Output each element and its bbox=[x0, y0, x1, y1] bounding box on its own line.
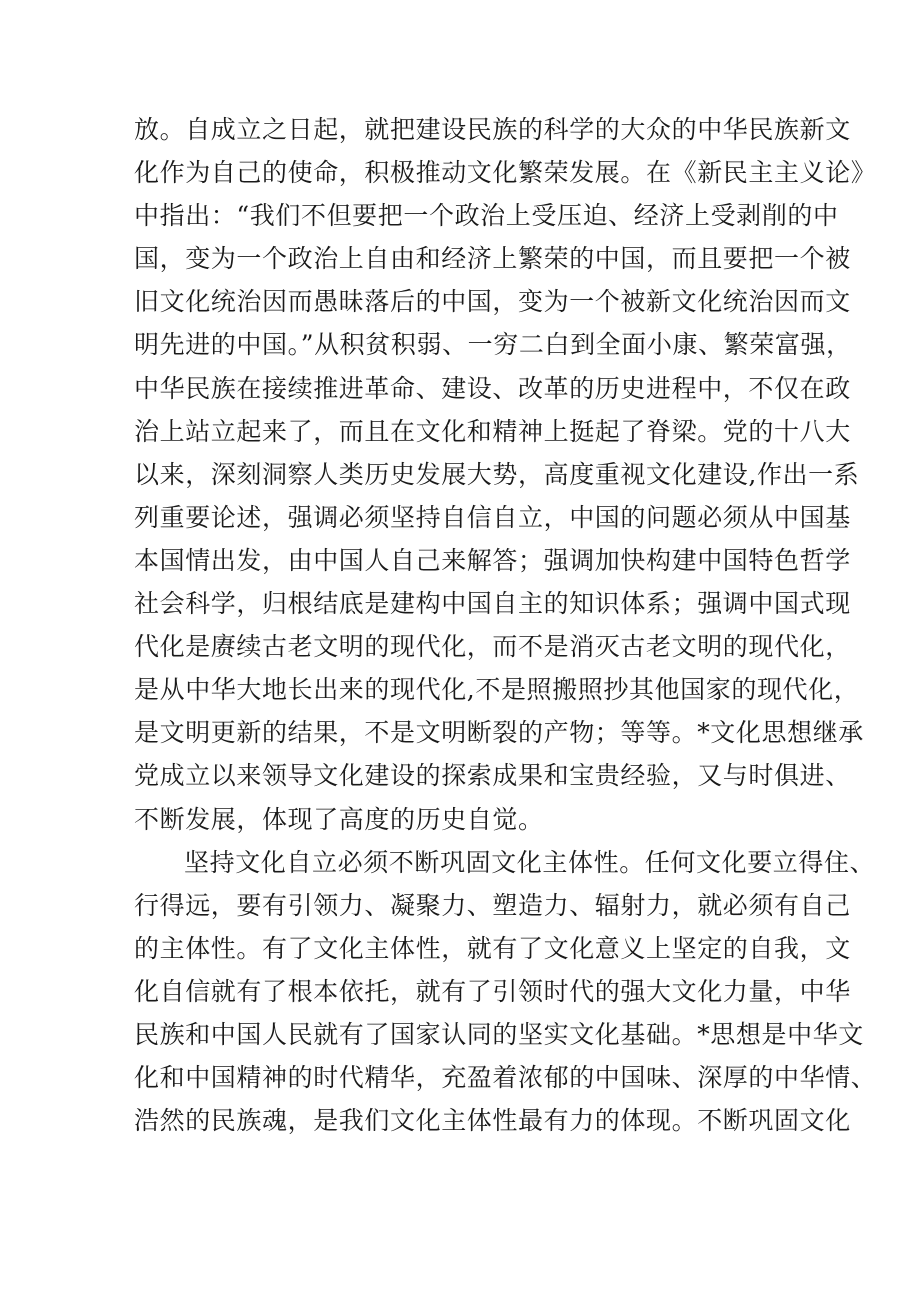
text-line: 坚持文化自立必须不断巩固文化主体性。任何文化要立得住、 bbox=[184, 847, 876, 877]
text-line: 旧文化统治因而愚昧落后的中国，变为一个被新文化统治因而文 bbox=[134, 287, 851, 317]
paragraph-2 bbox=[134, 841, 877, 1143]
text-line: 浩然的民族魂，是我们文化主体性最有力的体现。不断巩固文化 bbox=[134, 1106, 851, 1136]
text-line: 是从中华大地长出来的现代化,不是照搬照抄其他国家的现代化， bbox=[134, 675, 860, 705]
text-line: 中指出：“我们不但要把一个政治上受压迫、经济上受剥削的中 bbox=[134, 201, 839, 231]
text-line: 化自信就有了根本依托，就有了引领时代的强大文化力量，中华 bbox=[134, 976, 851, 1006]
text-line: 以来，深刻洞察人类历史发展大势，高度重视文化建设,作出一系 bbox=[134, 459, 860, 489]
text-line: 列重要论述，强调必须坚持自信自立，中国的问题必须从中国基 bbox=[134, 502, 851, 532]
text-line: 化作为自己的使命，积极推动文化繁荣发展。在《新民主主义论》 bbox=[134, 158, 877, 188]
text-line: 化和中国精神的时代精华，充盈着浓郁的中国味、深厚的中华情、 bbox=[134, 1063, 877, 1093]
text-line: 不断发展，体现了高度的历史自觉。 bbox=[134, 804, 544, 834]
text-line: 党成立以来领导文化建设的探索成果和宝贵经验，又与时俱进、 bbox=[134, 761, 851, 791]
text-line: 民族和中国人民就有了国家认同的坚实文化基础。*思想是中华文 bbox=[134, 1019, 864, 1049]
text-line: 的主体性。有了文化主体性，就有了文化意义上坚定的自我，文 bbox=[134, 933, 851, 963]
paragraph-1 bbox=[134, 108, 877, 841]
text-line: 国，变为一个政治上自由和经济上繁荣的中国，而且要把一个被 bbox=[134, 244, 851, 274]
text-line: 明先进的中国。”从积贫积弱、一穷二白到全面小康、繁荣富强， bbox=[134, 330, 852, 360]
text-line: 本国情出发，由中国人自己来解答；强调加快构建中国特色哲学 bbox=[134, 545, 851, 575]
text-line: 放。自成立之日起，就把建设民族的科学的大众的中华民族新文 bbox=[134, 115, 851, 144]
text-line: 是文明更新的结果，不是文明断裂的产物；等等。*文化思想继承 bbox=[134, 718, 864, 748]
text-line: 中华民族在接续推进革命、建设、改革的历史进程中，不仅在政 bbox=[134, 373, 851, 403]
text-line: 代化是赓续古老文明的现代化，而不是消灭古老文明的现代化， bbox=[134, 632, 851, 662]
text-line: 社会科学，归根结底是建构中国自主的知识体系；强调中国式现 bbox=[134, 589, 851, 619]
document-body bbox=[134, 108, 877, 1142]
text-line: 行得远，要有引领力、凝聚力、塑造力、辐射力，就必须有自己 bbox=[134, 890, 851, 920]
text-line: 治上站立起来了，而且在文化和精神上挺起了脊梁。党的十八大 bbox=[134, 416, 851, 446]
